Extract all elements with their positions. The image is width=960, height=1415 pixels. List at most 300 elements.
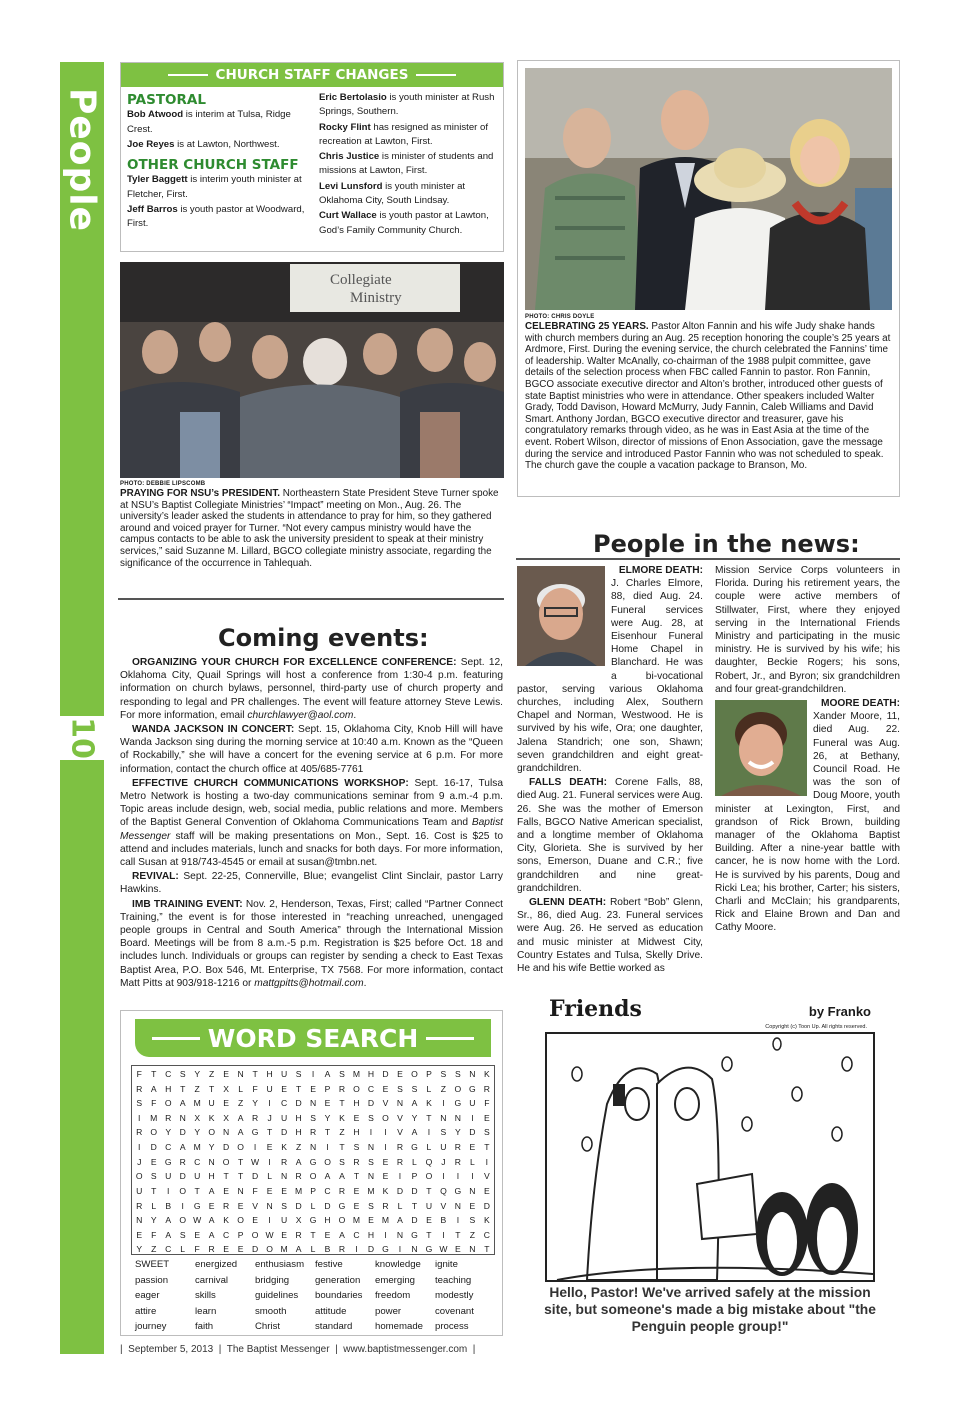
word-search-letter: T (353, 1171, 360, 1182)
word-search-letter: A (295, 1156, 302, 1167)
word-search-letter: Z (469, 1229, 475, 1240)
word-list-item: guidelines (255, 1290, 299, 1301)
word-search-letter: D (367, 1098, 375, 1109)
word-search-letter: E (455, 1244, 461, 1255)
word-search-letter: A (411, 1098, 418, 1109)
fannin-caption: CELEBRATING 25 YEARS. Pastor Alton Fannin and his wife Judy shake hands with church members during an Aug. 25 reception honoring the couple’s 25 years at Ardmore, First. During the evening service, the church celebrated the Fannins’ time of leadership. Walter McAnally, co-chairman of the 1988 pulpit committee, gave details of the selection process when FBC called Fannin to pastor. Ron Fannin, BGCO associate executive director and Alton’s brother, introduced other guests of state Baptist ministries who were in attendance. Other speakers included Walter Grady, Todd Davison, Howard McMurry, Judy Fannin, Caleb Williams and David Smart. Anthony Jordan, BGCO executive director and treasurer, gave his congratulatory remarks through video, as he was in East Asia at the time of the event. Robert Wilson, director of missions of Enon Association, gave the message during the service and introduced Pastor Fannin who was not scheduled to speak. The church gave the couple a vacation package to Branson, Mo. (525, 321, 891, 472)
event-item: REVIVAL: Sept. 22-25, Connerville, Blue; evangelist Clint Sinclair, pastor Larry Hawkins. (120, 871, 503, 896)
word-list-item: power (375, 1305, 402, 1317)
word-search-letter: T (310, 1229, 316, 1240)
news-item-falls: FALLS DEATH: Corene Falls, 88, died Aug. 21. Funeral services were Aug. 26. She was the mother of Emerson Falls, BGCO Native American specialist, and a longtime member of Oklahoma City, Glorieta. She is survived by her sons, Emerson, Duane and C.R.; five grandchildren and nine great-grandchildren. (517, 777, 703, 894)
word-search-letter: K (281, 1142, 287, 1153)
word-search-row (132, 1244, 494, 1254)
word-search-letter: I (398, 1171, 402, 1182)
word-search-letter: E (368, 1215, 374, 1226)
word-search-letter: E (310, 1083, 316, 1094)
word-search-letter: T (266, 1127, 273, 1138)
section-label: People (61, 87, 103, 233)
word-search-letter: R (338, 1083, 346, 1094)
word-search-letter: S (310, 1112, 316, 1123)
word-search-letter: H (367, 1069, 375, 1079)
word-search-letter: Y (194, 1069, 201, 1079)
word-search-letter: I (355, 1244, 358, 1255)
staff-entry: Levi Lunsford is youth minister at Oklahoma City, South Lindsay. (319, 180, 466, 207)
word-search-letter: Z (295, 1142, 302, 1153)
word-search-letter: R (136, 1083, 143, 1094)
news-item-moore: MOORE DEATH: Xander Moore, 11, died Aug. 22. Funeral was Aug. 26, at Bethany, Council Road. He was the son of Doug Moore, youth minister at Lexington, First, and grandson of Rick Brown, building manager of the Oklahoma Baptist Building. After a nine-year battle with cancer, he is now home with the Lord. He is survived by his parents, Doug and Ricki Lea; his brother, Carter; his sisters, Charli and McClain; his grandparents, Rick and Elaine Brown and Dan and Cathy Moore. (715, 698, 900, 934)
word-search-letter: D (280, 1127, 288, 1138)
word-search-letter: E (353, 1112, 360, 1123)
word-search-letter: N (179, 1112, 186, 1123)
word-search-letter: Y (324, 1112, 331, 1123)
word-search-letter: Y (208, 1142, 215, 1153)
staff-entry: Tyler Baggett is interim youth minister at Fletcher, First. (127, 174, 302, 200)
word-search-letter: L (426, 1083, 432, 1094)
word-search-letter: R (165, 1112, 172, 1123)
word-search-letter: T (411, 1200, 418, 1211)
word-search-letter: S (281, 1200, 287, 1211)
word-search-letter: I (485, 1156, 489, 1167)
word-search-letter: I (138, 1112, 141, 1123)
word-search-letter: O (324, 1156, 331, 1167)
word-search-letter: O (150, 1127, 158, 1138)
word-search-letter: O (164, 1098, 172, 1109)
word-search-letter: E (324, 1098, 331, 1109)
word-search-letter: I (456, 1215, 460, 1226)
news-heading: People in the news: (593, 530, 860, 558)
word-search-letter: M (352, 1069, 361, 1079)
word-search-letter: V (252, 1200, 258, 1211)
word-search-letter: O (237, 1215, 244, 1226)
word-search-letter: L (180, 1244, 186, 1255)
word-search-letter: A (339, 1229, 345, 1240)
word-list-item: attire (135, 1305, 157, 1317)
word-search-letter: H (165, 1083, 172, 1094)
word-search-letter: I (311, 1069, 315, 1079)
word-list-item: skills (195, 1290, 216, 1301)
word-list-row (135, 1290, 495, 1306)
word-search-letter: M (193, 1098, 201, 1109)
word-search-letter: O (266, 1244, 273, 1255)
cartoon-caption: Hello, Pastor! We've arrived safely at the mission site, but someone's made a big mistake about "the Penguin people group!" (544, 1285, 876, 1334)
word-search-letter: O (135, 1171, 143, 1182)
word-search-letter: D (367, 1244, 375, 1255)
word-search-letter: N (309, 1098, 317, 1109)
word-search-letter: G (411, 1229, 418, 1240)
word-search-letter: U (280, 1215, 288, 1226)
word-search-letter: R (280, 1156, 288, 1167)
word-search-letter: I (268, 1215, 271, 1226)
word-search-letter: E (136, 1229, 143, 1240)
word-search-letter: E (266, 1142, 273, 1153)
word-search-letter: N (396, 1229, 404, 1240)
word-search-letter: O (179, 1185, 187, 1196)
word-list-item: process (435, 1321, 469, 1332)
word-search-letter: I (326, 1142, 329, 1153)
word-search-letter: K (208, 1112, 215, 1123)
word-search-letter: Y (165, 1127, 172, 1138)
word-search-letter: D (411, 1185, 418, 1196)
word-search-letter: A (179, 1142, 186, 1153)
word-search-letter: U (280, 1112, 288, 1123)
word-search-letter: Y (411, 1112, 418, 1123)
nsu-caption: PRAYING FOR NSU’s PRESIDENT. Northeastern State President Steve Turner spoke at NSU’s Baptist Collegiate Ministries’ “Impact” meeting on Mon., Aug. 26. The university’s leader asked the students in attendance to pray for him, so they gathered around and voiced prayer for Turner. “Not every campus ministry would have the campus contacts to be able to ask the university president to speak at their ministry services,” said Suzanne M. Lillard, BGCO collegiate ministry associate, regarding the significance of the occurrence in Tahlequah. (120, 488, 499, 569)
word-search-letter: E (324, 1229, 331, 1240)
footer-url[interactable]: www.baptistmessenger.com (343, 1344, 468, 1355)
banner-text: Collegiate (330, 272, 392, 288)
word-search-letter: D (483, 1200, 490, 1211)
word-search-letter: C (165, 1244, 172, 1255)
elmore-photo (517, 566, 605, 670)
word-search-letter: M (280, 1244, 288, 1255)
word-search-letter: X (223, 1112, 230, 1123)
word-search-letter: Q (440, 1185, 447, 1196)
staff-right-column (319, 91, 501, 239)
word-search-letter: K (426, 1098, 432, 1109)
word-search-letter: G (251, 1127, 259, 1138)
word-search-letter: W (439, 1244, 448, 1255)
staff-entry: Curt Wallace is youth pastor at Lawton, God’s Family Community Church. (319, 210, 489, 236)
news-item-glenn: GLENN DEATH: Robert “Bob” Glenn, Sr., 86, died Aug. 23. Funeral services were Aug. 26. He served as education and music minister at Midwest City, Country Estates and Tulsa, Skelly Drive. He and his wife Bettie worked as (517, 897, 704, 975)
word-search-letter: O (411, 1069, 418, 1079)
word-list-item: homemade (375, 1321, 423, 1332)
word-list (135, 1259, 495, 1337)
word-search-letter: R (208, 1244, 215, 1255)
event-item: ORGANIZING YOUR CHURCH FOR EXCELLENCE CONFERENCE: Sept. 12, Oklahoma City, Quail Springs will host a conference from 1:30-4 p.m. featuring information on church bylaws, personnel, third-party use of church property and responding to legal and PR challenges. The event will feature attorney Steve Lewis. For more information, email churchlawyer@aol.com. (120, 657, 503, 721)
cartoon-illustration (545, 1032, 875, 1282)
word-search-letter: R (396, 1156, 404, 1167)
word-search-letter: V (484, 1171, 490, 1182)
word-search-letter: O (454, 1083, 462, 1094)
word-search-letter: U (440, 1142, 447, 1153)
word-search-letter: O (237, 1142, 244, 1153)
word-search-letter: T (455, 1229, 461, 1240)
staff-entry: Eric Bertolasio is youth minister at Rush Springs, Southern. (319, 92, 495, 118)
word-search-letter: N (469, 1069, 476, 1079)
word-search-letter: E (223, 1185, 230, 1196)
word-search-letter: I (384, 1142, 387, 1153)
news-column-right (715, 564, 900, 936)
word-search-letter: F (151, 1229, 157, 1240)
word-search-letter: X (295, 1215, 302, 1226)
word-search-letter: A (179, 1098, 186, 1109)
word-search-letter: H (295, 1127, 302, 1138)
word-search-letter: T (484, 1244, 490, 1255)
nsu-photo-credit: PHOTO: DEBBIE LIPSCOMB (120, 481, 206, 487)
word-search-letter: R (295, 1171, 302, 1182)
word-search-letter: G (193, 1200, 201, 1211)
word-search-letter: S (179, 1229, 186, 1240)
staff-heading: CHURCH STAFF CHANGES (121, 63, 503, 87)
word-search-letter: P (237, 1229, 244, 1240)
staff-left-column (127, 91, 307, 233)
word-search-letter: I (253, 1142, 257, 1153)
word-search-letter: S (397, 1083, 403, 1094)
word-search-letter: T (238, 1171, 244, 1182)
moore-photo (715, 700, 807, 800)
word-search-heading: WORD SEARCH (135, 1019, 491, 1057)
word-search-letter: K (339, 1112, 345, 1123)
word-search-letter: H (367, 1229, 375, 1240)
word-search-letter: C (194, 1156, 201, 1167)
word-search-letter: S (368, 1156, 374, 1167)
word-search-letter: E (237, 1244, 244, 1255)
word-search-letter: O (208, 1127, 215, 1138)
word-list-item: attitude (315, 1305, 347, 1317)
word-list-item: bridging (255, 1274, 290, 1286)
news-item-elmore: ELMORE DEATH: J. Charles Elmore, 88, died Aug. 24. Funeral services were Aug. 28, at Eisenhour Funeral Home Chapel in Blanchard. He was a bi-vocational pastor, serving various Oklahoma churches, including Alex, Southern Chapel and Norman, Westwood. He is survived by his wife, Ora; one daughter, Jalena Standrich; one son, Shawn; seven grandchildren and eight great-grandchildren. (517, 565, 703, 775)
word-search-letter: X (223, 1083, 230, 1094)
word-search-letter: T (339, 1142, 345, 1153)
word-search-grid (131, 1065, 495, 1255)
word-list-item: learn (195, 1305, 217, 1317)
word-search-letter: Y (252, 1098, 258, 1109)
word-search-letter: A (208, 1215, 215, 1226)
word-list-row (135, 1275, 495, 1291)
word-search-letter: U (469, 1098, 476, 1109)
word-search-letter: H (324, 1215, 331, 1226)
word-search-letter: A (208, 1185, 215, 1196)
word-search-row (132, 1069, 494, 1079)
word-search-letter: N (309, 1142, 317, 1153)
word-search-letter: G (338, 1200, 346, 1211)
word-search-letter: F (136, 1069, 142, 1079)
word-search-letter: R (179, 1156, 186, 1167)
word-search-letter: L (426, 1142, 432, 1153)
word-search-letter: B (440, 1215, 447, 1226)
word-search-letter: L (397, 1200, 403, 1211)
word-list-item: journey (135, 1321, 167, 1332)
cartoon-copyright: Copyright (c) Toon Up. All rights reserved. (765, 1024, 867, 1030)
word-search-letter: U (280, 1069, 288, 1079)
word-search-letter: K (484, 1215, 490, 1226)
word-search-letter: O (251, 1229, 259, 1240)
word-search-letter: S (136, 1098, 143, 1109)
word-search-letter: R (338, 1244, 346, 1255)
word-search-letter: O (338, 1215, 346, 1226)
word-search-letter: R (454, 1156, 461, 1167)
cartoon-title: Friends (549, 996, 642, 1022)
word-search-letter: I (456, 1171, 460, 1182)
word-list-item: Christ (255, 1321, 281, 1332)
word-search-letter: S (339, 1156, 345, 1167)
word-search-letter: A (237, 1127, 244, 1138)
word-search-row (132, 1201, 494, 1211)
word-search-letter: G (469, 1083, 476, 1094)
word-search-letter: E (266, 1185, 273, 1196)
word-search-letter: J (267, 1112, 272, 1123)
word-search-letter: T (426, 1229, 432, 1240)
word-search-letter: Q (425, 1156, 433, 1167)
word-search-letter: E (150, 1156, 157, 1167)
word-search (120, 1010, 503, 1336)
word-search-letter: H (266, 1069, 273, 1079)
word-search-letter: I (167, 1185, 170, 1196)
word-search-letter: H (353, 1127, 360, 1138)
word-search-letter: E (382, 1171, 389, 1182)
word-list-item: carnival (195, 1274, 229, 1286)
page-footer: | September 5, 2013 | The Baptist Messenger | www.baptistmessenger.com | (120, 1344, 476, 1355)
word-list-item: SWEET (135, 1259, 170, 1270)
word-search-letter: H (208, 1171, 215, 1182)
word-search-letter: M (294, 1185, 303, 1196)
word-search-letter: V (397, 1112, 403, 1123)
word-search-letter: W (193, 1215, 202, 1226)
word-search-letter: L (310, 1244, 316, 1255)
word-search-letter: N (411, 1244, 418, 1255)
word-search-letter: E (281, 1229, 287, 1240)
word-search-letter: E (426, 1215, 432, 1226)
word-search-letter: S (411, 1083, 418, 1094)
word-search-letter: A (324, 1171, 331, 1182)
word-search-letter: F (151, 1098, 157, 1109)
word-search-letter: T (426, 1185, 432, 1196)
word-search-letter: R (295, 1229, 302, 1240)
word-search-letter: D (382, 1069, 389, 1079)
word-search-letter: N (266, 1200, 273, 1211)
word-list-item: energized (195, 1259, 238, 1270)
word-search-letter: Z (440, 1083, 447, 1094)
word-search-letter: O (179, 1215, 187, 1226)
word-search-letter: A (295, 1244, 302, 1255)
word-search-letter: E (252, 1215, 258, 1226)
word-search-letter: I (138, 1142, 141, 1153)
word-search-letter: I (398, 1244, 402, 1255)
word-list-item: passion (135, 1274, 169, 1286)
pastoral-title: PASTORAL (127, 92, 206, 108)
word-search-letter: I (268, 1156, 271, 1167)
word-search-letter: A (165, 1229, 172, 1240)
word-search-letter: G (382, 1244, 389, 1255)
word-search-letter: S (339, 1069, 345, 1079)
word-list-item: standard (315, 1321, 353, 1332)
word-search-letter: L (412, 1156, 417, 1167)
word-search-row (132, 1127, 494, 1137)
events-heading: Coming events: (218, 624, 429, 652)
word-search-letter: O (425, 1171, 433, 1182)
word-search-letter: D (469, 1127, 476, 1138)
word-search-letter: N (208, 1156, 215, 1167)
word-search-letter: V (397, 1127, 403, 1138)
word-search-letter: N (454, 1112, 461, 1123)
word-search-letter: N (280, 1171, 288, 1182)
word-search-letter: T (194, 1185, 200, 1196)
word-search-letter: O (309, 1171, 317, 1182)
word-search-letter: M (193, 1142, 201, 1153)
word-list-row (135, 1321, 495, 1337)
word-search-letter: D (223, 1142, 230, 1153)
word-search-letter: C (367, 1083, 375, 1094)
word-search-letter: N (136, 1215, 143, 1226)
staff-entry: Bob Atwood is interim at Tulsa, Ridge Crest. (127, 109, 291, 135)
word-search-letter: L (238, 1083, 244, 1094)
word-search-row (132, 1171, 494, 1181)
word-search-letter: N (396, 1098, 404, 1109)
word-list-item: smooth (255, 1305, 287, 1317)
word-search-letter: H (353, 1098, 360, 1109)
word-search-letter: T (223, 1171, 229, 1182)
word-search-letter: S (150, 1171, 157, 1182)
word-search-row (132, 1113, 494, 1123)
word-search-letter: R (252, 1112, 259, 1123)
word-search-letter: E (353, 1185, 360, 1196)
word-list-item: festive (315, 1259, 343, 1270)
word-list-row (135, 1259, 495, 1275)
word-search-letter: I (369, 1127, 373, 1138)
other-staff-title: OTHER CHURCH STAFF (127, 157, 299, 174)
word-search-letter: J (441, 1156, 446, 1167)
word-list-item: generation (315, 1274, 361, 1286)
staff-entry: Joe Reyes is at Lawton, Northwest. (127, 138, 280, 150)
word-search-letter: N (469, 1185, 476, 1196)
word-search-letter: Z (151, 1244, 157, 1255)
word-search-letter: E (281, 1083, 287, 1094)
page-number: 10 (60, 716, 104, 760)
word-search-letter: I (268, 1098, 271, 1109)
word-search-letter: I (471, 1112, 474, 1123)
word-search-row (132, 1098, 494, 1108)
word-search-letter: T (151, 1185, 157, 1196)
word-search-row (132, 1215, 494, 1225)
word-search-letter: X (194, 1112, 201, 1123)
word-search-letter: K (484, 1069, 490, 1079)
word-search-letter: E (353, 1200, 360, 1211)
word-search-letter: R (382, 1200, 389, 1211)
word-search-letter: S (440, 1127, 447, 1138)
word-search-letter: O (353, 1083, 360, 1094)
word-search-letter: I (442, 1171, 445, 1182)
word-search-letter: G (425, 1244, 433, 1255)
staff-entry: Jeff Barros is youth pastor at Woodward, First. (127, 204, 305, 230)
word-search-letter: B (324, 1244, 331, 1255)
word-search-letter: F (252, 1185, 258, 1196)
word-search-letter: D (324, 1200, 331, 1211)
word-search-letter: E (194, 1229, 201, 1240)
word-search-letter: R (338, 1185, 346, 1196)
word-search-row (132, 1157, 494, 1167)
word-search-letter: D (252, 1171, 259, 1182)
word-search-letter: R (396, 1142, 404, 1153)
word-search-letter: C (353, 1229, 360, 1240)
word-search-letter: T (180, 1083, 186, 1094)
separator (516, 558, 900, 560)
word-search-letter: N (237, 1069, 244, 1079)
word-search-letter: R (483, 1083, 490, 1094)
word-search-letter: E (469, 1200, 476, 1211)
word-search-letter: L (151, 1200, 157, 1211)
word-list-item: boundaries (315, 1290, 363, 1301)
word-search-letter: F (484, 1098, 490, 1109)
word-search-letter: Z (209, 1069, 215, 1079)
word-search-row (132, 1230, 494, 1240)
word-search-letter: D (295, 1098, 302, 1109)
footer-date: September 5, 2013 (128, 1344, 214, 1355)
word-search-letter: R (353, 1156, 360, 1167)
event-item: WANDA JACKSON IN CONCERT: Sept. 15, Oklahoma City, Knob Hill will have Wanda Jackson sing during the morning service at 10:40 a.m. Known as the “Queen of Rockabilly,” she will have a concert for the evening service at 6 p.m. For more information, contact the church office at 405/685-7761 (120, 724, 503, 775)
word-search-letter: M (150, 1112, 158, 1123)
word-search-letter: G (454, 1185, 462, 1196)
word-search-letter: R (309, 1127, 317, 1138)
word-search-letter: T (426, 1112, 432, 1123)
word-search-letter: M (381, 1215, 390, 1226)
friends-cartoon (543, 996, 877, 1342)
word-search-letter: K (223, 1215, 230, 1226)
word-search-letter: O (382, 1112, 389, 1123)
word-list-item: freedom (375, 1290, 411, 1301)
word-search-letter: A (237, 1112, 244, 1123)
word-search-letter: Z (339, 1127, 345, 1138)
word-search-letter: T (295, 1083, 302, 1094)
